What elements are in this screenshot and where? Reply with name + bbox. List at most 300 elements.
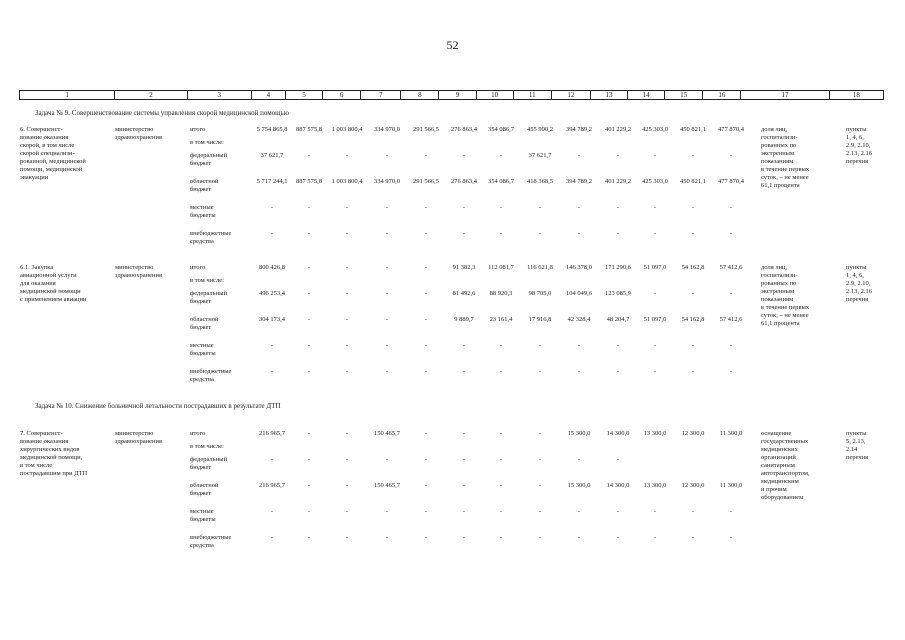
reference-line: 2.13, 2.16 xyxy=(846,288,872,295)
amount-cell: - xyxy=(424,508,428,515)
amount-cell: - xyxy=(385,368,389,375)
indicator-line: рованных по xyxy=(761,142,797,149)
reference-line: перечня xyxy=(846,296,869,303)
amount-cell: - xyxy=(424,482,428,489)
amount-cell: 334 970,0 xyxy=(374,178,400,185)
amount-cell: 276 863,4 xyxy=(451,126,477,133)
funding-source-line: бюджеты xyxy=(190,212,216,219)
reference-line: 2.14 xyxy=(846,446,858,453)
funding-source-line: бюджеты xyxy=(190,516,216,523)
column-number-cell: 13 xyxy=(590,91,627,100)
funding-source-line: средства xyxy=(190,238,214,245)
column-number-cell: 1 xyxy=(20,91,115,100)
executor-line: здравоохранения xyxy=(115,134,162,141)
indicator-line: показаниям xyxy=(761,296,794,303)
measure-name-line: 6. Совершенст- xyxy=(20,126,63,133)
amount-cell: - xyxy=(577,534,581,541)
amount-cell: - xyxy=(462,534,466,541)
amount-cell: - xyxy=(691,290,695,297)
column-number-cell: 11 xyxy=(513,91,551,100)
amount-cell: 112 081,7 xyxy=(488,264,514,271)
amount-cell: - xyxy=(653,290,657,297)
measure-name-line: скорой, в том числе xyxy=(20,142,75,149)
amount-cell: - xyxy=(385,152,389,159)
amount-cell: - xyxy=(345,368,349,375)
measure-name-line: с применением авиации xyxy=(20,296,87,303)
amount-cell: - xyxy=(270,508,274,515)
amount-cell: - xyxy=(345,456,349,463)
column-number-cell: 7 xyxy=(361,91,401,100)
column-number-cell: 8 xyxy=(401,91,439,100)
amount-cell: 216 965,7 xyxy=(259,482,285,489)
amount-cell: - xyxy=(270,456,274,463)
amount-cell: - xyxy=(538,430,542,437)
reference-line: 1, 4, 6, xyxy=(846,134,864,141)
amount-cell: - xyxy=(729,152,733,159)
amount-cell: 54 162,8 xyxy=(681,264,705,271)
column-number-header xyxy=(19,90,884,100)
amount-cell: - xyxy=(270,368,274,375)
amount-cell: - xyxy=(307,456,311,463)
amount-cell: 98 705,0 xyxy=(528,290,552,297)
amount-cell: - xyxy=(577,508,581,515)
amount-cell: 57 412,6 xyxy=(719,264,743,271)
column-number-cell: 14 xyxy=(628,91,665,100)
column-number-cell: 2 xyxy=(115,91,187,100)
amount-cell: 81 492,6 xyxy=(452,290,476,297)
column-number-cell: 5 xyxy=(285,91,322,100)
amount-cell: 354 086,7 xyxy=(488,178,514,185)
amount-cell: 496 253,4 xyxy=(259,290,285,297)
funding-source-line: местные xyxy=(190,342,214,349)
reference-line: 1, 4, 6, xyxy=(846,272,864,279)
executor-line: министерство xyxy=(115,264,154,271)
measure-name-line: помощи, медицинской xyxy=(20,166,83,173)
amount-cell: - xyxy=(462,204,466,211)
amount-cell: 13 300,0 xyxy=(643,430,667,437)
executor-line: министерство xyxy=(115,126,154,133)
amount-cell: - xyxy=(729,368,733,375)
amount-cell: 887 575,8 xyxy=(296,126,322,133)
column-number-cell: 9 xyxy=(439,91,476,100)
amount-cell: - xyxy=(385,342,389,349)
indicator-line: показаниям xyxy=(761,158,794,165)
amount-cell: - xyxy=(577,342,581,349)
amount-cell: - xyxy=(424,456,428,463)
amount-cell: - xyxy=(307,430,311,437)
amount-cell: 104 049,6 xyxy=(566,290,592,297)
amount-cell: - xyxy=(424,430,428,437)
amount-cell: - xyxy=(270,230,274,237)
funding-source-line: бюджеты xyxy=(190,350,216,357)
amount-cell: - xyxy=(462,342,466,349)
amount-cell: - xyxy=(499,204,503,211)
column-number-cell: 3 xyxy=(187,91,251,100)
amount-cell: - xyxy=(691,204,695,211)
amount-cell: 48 204,7 xyxy=(606,316,630,323)
indicator-line: госпитализи- xyxy=(761,134,798,141)
reference-line: 2.9, 2.10, xyxy=(846,142,871,149)
amount-cell: 51 097,0 xyxy=(643,264,667,271)
amount-cell: - xyxy=(307,152,311,159)
measure-name-line: вование оказания xyxy=(20,134,69,141)
amount-cell: - xyxy=(424,534,428,541)
amount-cell: - xyxy=(499,482,503,489)
funding-source-line: областной xyxy=(190,482,219,489)
executor-line: министерство xyxy=(115,430,154,437)
amount-cell: - xyxy=(345,152,349,159)
amount-cell: - xyxy=(653,152,657,159)
amount-cell: - xyxy=(653,204,657,211)
amount-cell: - xyxy=(729,342,733,349)
indicator-line: оборудованием xyxy=(761,494,804,501)
funding-source-line: внебюджетные xyxy=(190,368,232,375)
amount-cell: 12 300,0 xyxy=(681,430,705,437)
amount-cell: - xyxy=(307,342,311,349)
amount-cell: - xyxy=(538,342,542,349)
amount-cell: 51 097,0 xyxy=(643,316,667,323)
measure-name-line: скорой специализи- xyxy=(20,150,75,157)
amount-cell: 15 300,0 xyxy=(567,482,591,489)
amount-cell: - xyxy=(462,368,466,375)
measure-name-line: медицинской помощи, xyxy=(20,454,83,461)
amount-cell: - xyxy=(307,534,311,541)
funding-source-line: федеральный xyxy=(190,290,227,297)
including-label: в том числе: xyxy=(190,443,224,450)
amount-cell: 216 965,7 xyxy=(259,430,285,437)
reference-line: перечня xyxy=(846,158,869,165)
amount-cell: - xyxy=(538,534,542,541)
amount-cell: 15 300,0 xyxy=(567,430,591,437)
funding-source-line: местные xyxy=(190,508,214,515)
amount-cell: - xyxy=(307,230,311,237)
amount-cell: 394 789,2 xyxy=(566,126,592,133)
amount-cell: - xyxy=(345,430,349,437)
amount-cell: 334 970,0 xyxy=(374,126,400,133)
column-number-cell: 4 xyxy=(251,91,285,100)
executor-line: здравоохранения xyxy=(115,438,162,445)
amount-cell: 5 717 244,1 xyxy=(256,178,288,185)
funding-source-line: областной xyxy=(190,178,219,185)
amount-cell: - xyxy=(616,230,620,237)
amount-cell: - xyxy=(577,204,581,211)
amount-cell: - xyxy=(653,368,657,375)
amount-cell: 91 382,3 xyxy=(452,264,476,271)
amount-cell: - xyxy=(577,368,581,375)
amount-cell: - xyxy=(462,482,466,489)
measure-name-line: авиационной услуги xyxy=(20,272,77,279)
measure-name-line: вование оказания xyxy=(20,438,69,445)
funding-source-line: бюджет xyxy=(190,464,212,471)
amount-cell: - xyxy=(691,342,695,349)
amount-cell: 37 621,7 xyxy=(528,152,552,159)
amount-cell: 11 300,0 xyxy=(719,482,743,489)
amount-cell: 291 566,5 xyxy=(413,178,439,185)
measure-name-line: медицинской помощи xyxy=(20,288,81,295)
amount-cell: - xyxy=(691,534,695,541)
measure-name-line: 7. Совершенст- xyxy=(20,430,63,437)
funding-source-line: местные xyxy=(190,204,214,211)
amount-cell: 146 378,0 xyxy=(566,264,592,271)
funding-source-line: федеральный xyxy=(190,152,227,159)
amount-cell: - xyxy=(577,230,581,237)
funding-source-line: итого xyxy=(190,430,206,437)
amount-cell: 17 916,8 xyxy=(528,316,552,323)
amount-cell: 14 300,0 xyxy=(606,482,630,489)
amount-cell: - xyxy=(729,204,733,211)
indicator-line: экстренным xyxy=(761,150,795,157)
amount-cell: - xyxy=(385,508,389,515)
column-number-cell: 12 xyxy=(551,91,590,100)
amount-cell: 455 990,2 xyxy=(527,126,553,133)
amount-cell: - xyxy=(424,290,428,297)
amount-cell: 57 412,6 xyxy=(719,316,743,323)
amount-cell: - xyxy=(577,152,581,159)
amount-cell: 171 290,6 xyxy=(605,264,631,271)
amount-cell: 1 003 800,4 xyxy=(331,178,363,185)
amount-cell: - xyxy=(345,230,349,237)
reference-line: 2.13, 2.16 xyxy=(846,150,872,157)
measure-name-line: рованной, медицинской xyxy=(20,158,86,165)
indicator-line: санитарным xyxy=(761,462,795,469)
amount-cell: - xyxy=(307,204,311,211)
amount-cell: - xyxy=(385,230,389,237)
amount-cell: 477 870,4 xyxy=(718,178,744,185)
amount-cell: - xyxy=(385,204,389,211)
amount-cell: - xyxy=(345,290,349,297)
amount-cell: - xyxy=(653,230,657,237)
funding-source-line: бюджет xyxy=(190,298,212,305)
indicator-line: автотранспортом, xyxy=(761,470,810,477)
amount-cell: - xyxy=(538,230,542,237)
amount-cell: 37 621,7 xyxy=(260,152,284,159)
amount-cell: 150 465,7 xyxy=(374,482,400,489)
amount-cell: 23 161,4 xyxy=(489,316,513,323)
funding-source-line: федеральный xyxy=(190,456,227,463)
indicator-line: 61,1 процента xyxy=(761,320,800,327)
indicator-line: госпитализи- xyxy=(761,272,798,279)
indicator-line: суток, – не менее xyxy=(761,312,809,319)
amount-cell: - xyxy=(424,230,428,237)
amount-cell: - xyxy=(307,290,311,297)
amount-cell: - xyxy=(385,264,389,271)
funding-source-line: бюджет xyxy=(190,490,212,497)
amount-cell: 304 173,4 xyxy=(259,316,285,323)
including-label: в том числе: xyxy=(190,277,224,284)
amount-cell: - xyxy=(577,456,581,463)
indicator-line: медицинских xyxy=(761,446,798,453)
measure-name-line: эвакуации xyxy=(20,174,49,181)
amount-cell: - xyxy=(345,316,349,323)
amount-cell: - xyxy=(385,316,389,323)
amount-cell: - xyxy=(270,342,274,349)
amount-cell: 450 821,1 xyxy=(680,126,706,133)
amount-cell: - xyxy=(307,264,311,271)
indicator-line: в течение первых xyxy=(761,304,810,311)
amount-cell: - xyxy=(307,482,311,489)
funding-source-line: внебюджетные xyxy=(190,534,232,541)
amount-cell: - xyxy=(616,152,620,159)
amount-cell: - xyxy=(424,204,428,211)
amount-cell: - xyxy=(345,342,349,349)
indicator-line: экстренным xyxy=(761,288,795,295)
indicator-line: организаций xyxy=(761,454,796,461)
amount-cell: - xyxy=(691,230,695,237)
amount-cell: 401 229,2 xyxy=(605,178,631,185)
column-number-cell: 10 xyxy=(476,91,513,100)
amount-cell: - xyxy=(499,430,503,437)
amount-cell: - xyxy=(499,456,503,463)
indicator-line: оснащение xyxy=(761,430,792,437)
amount-cell: - xyxy=(385,456,389,463)
funding-source-line: средства xyxy=(190,376,214,383)
reference-line: 2.9, 2.10, xyxy=(846,280,871,287)
amount-cell: 800 426,8 xyxy=(259,264,285,271)
amount-cell: - xyxy=(691,508,695,515)
amount-cell: 9 889,7 xyxy=(454,316,474,323)
amount-cell: - xyxy=(345,204,349,211)
amount-cell: - xyxy=(424,316,428,323)
amount-cell: 354 086,7 xyxy=(488,126,514,133)
amount-cell: - xyxy=(729,534,733,541)
measure-name-line: для оказания xyxy=(20,280,56,287)
funding-source-line: бюджет xyxy=(190,160,212,167)
task-9-heading: Задача № 9. Совершенствование системы управления скорой медицинской помощью xyxy=(35,109,289,117)
amount-cell: - xyxy=(462,152,466,159)
funding-source-line: средства xyxy=(190,542,214,549)
amount-cell: - xyxy=(653,534,657,541)
amount-cell: - xyxy=(462,430,466,437)
amount-cell: - xyxy=(270,204,274,211)
funding-source-line: областной xyxy=(190,316,219,323)
amount-cell: - xyxy=(538,204,542,211)
amount-cell: - xyxy=(616,204,620,211)
amount-cell: - xyxy=(538,456,542,463)
column-number-cell: 15 xyxy=(665,91,703,100)
indicator-line: доля лиц, xyxy=(761,126,788,133)
amount-cell: - xyxy=(499,342,503,349)
amount-cell: - xyxy=(653,342,657,349)
reference-line: пункты xyxy=(846,430,867,437)
amount-cell: - xyxy=(345,508,349,515)
including-label: в том числе: xyxy=(190,139,224,146)
amount-cell: 394 789,2 xyxy=(566,178,592,185)
amount-cell: 425 303,0 xyxy=(642,126,668,133)
amount-cell: 123 085,9 xyxy=(605,290,631,297)
amount-cell: - xyxy=(653,508,657,515)
funding-source-line: бюджет xyxy=(190,186,212,193)
amount-cell: - xyxy=(307,316,311,323)
amount-cell: - xyxy=(499,368,503,375)
column-number-cell: 6 xyxy=(323,91,361,100)
indicator-line: медицинским xyxy=(761,478,799,485)
amount-cell: - xyxy=(307,368,311,375)
amount-cell: 418 368,5 xyxy=(527,178,553,185)
amount-cell: - xyxy=(424,342,428,349)
amount-cell: 12 300,0 xyxy=(681,482,705,489)
measure-name-line: хирургических видов xyxy=(20,446,80,453)
amount-cell: - xyxy=(270,534,274,541)
reference-line: пункты xyxy=(846,264,867,271)
amount-cell: - xyxy=(462,456,466,463)
amount-cell: 54 162,8 xyxy=(681,316,705,323)
amount-cell: 150 465,7 xyxy=(374,430,400,437)
amount-cell: - xyxy=(462,508,466,515)
amount-cell: - xyxy=(691,152,695,159)
amount-cell: - xyxy=(616,534,620,541)
amount-cell: 13 300,0 xyxy=(643,482,667,489)
amount-cell: - xyxy=(307,508,311,515)
amount-cell: - xyxy=(499,534,503,541)
amount-cell: - xyxy=(424,152,428,159)
reference-line: перечня xyxy=(846,454,869,461)
amount-cell: - xyxy=(345,534,349,541)
indicator-line: доля лиц, xyxy=(761,264,788,271)
funding-source-line: итого xyxy=(190,264,206,271)
column-number-cell: 17 xyxy=(741,91,829,100)
executor-line: здравоохранения xyxy=(115,272,162,279)
amount-cell: 477 870,4 xyxy=(718,126,744,133)
indicator-line: 61,1 процента xyxy=(761,182,800,189)
amount-cell: 11 300,0 xyxy=(719,430,743,437)
amount-cell: 116 621,8 xyxy=(527,264,553,271)
amount-cell: 42 328,4 xyxy=(567,316,591,323)
amount-cell: - xyxy=(729,290,733,297)
amount-cell: - xyxy=(499,230,503,237)
column-number-cell: 18 xyxy=(829,91,883,100)
amount-cell: - xyxy=(691,368,695,375)
amount-cell: - xyxy=(616,342,620,349)
amount-cell: 14 300,0 xyxy=(606,430,630,437)
amount-cell: 450 821,1 xyxy=(680,178,706,185)
amount-cell: - xyxy=(729,508,733,515)
amount-cell: - xyxy=(616,508,620,515)
indicator-line: суток, – не менее xyxy=(761,174,809,181)
amount-cell: - xyxy=(424,264,428,271)
amount-cell: 887 575,8 xyxy=(296,178,322,185)
amount-cell: - xyxy=(385,534,389,541)
measure-name-line: пострадавшим при ДТП xyxy=(20,470,88,477)
amount-cell: - xyxy=(729,230,733,237)
amount-cell: 425 303,0 xyxy=(642,178,668,185)
indicator-line: и прочим xyxy=(761,486,787,493)
amount-cell: - xyxy=(424,368,428,375)
amount-cell: - xyxy=(538,508,542,515)
amount-cell: - xyxy=(616,368,620,375)
reference-line: 5, 2.13, xyxy=(846,438,866,445)
amount-cell: 5 754 865,8 xyxy=(256,126,288,133)
indicator-line: рованных по xyxy=(761,280,797,287)
task-10-heading: Задача № 10. Снижение больничной летальности пострадавших в результате ДТП xyxy=(35,402,281,410)
amount-cell: - xyxy=(538,368,542,375)
amount-cell: - xyxy=(385,290,389,297)
amount-cell: 88 920,3 xyxy=(489,290,513,297)
page-number: 52 xyxy=(446,38,459,52)
amount-cell: - xyxy=(345,264,349,271)
funding-source-line: итого xyxy=(190,126,206,133)
reference-line: пункты xyxy=(846,126,867,133)
column-number-cell: 16 xyxy=(703,91,741,100)
amount-cell: 401 229,2 xyxy=(605,126,631,133)
funding-source-line: бюджет xyxy=(190,324,212,331)
funding-source-line: внебюджетные xyxy=(190,230,232,237)
amount-cell: 276 863,4 xyxy=(451,178,477,185)
amount-cell: - xyxy=(499,508,503,515)
amount-cell: 291 566,5 xyxy=(413,126,439,133)
amount-cell: - xyxy=(616,456,620,463)
amount-cell: - xyxy=(499,152,503,159)
amount-cell: - xyxy=(462,230,466,237)
